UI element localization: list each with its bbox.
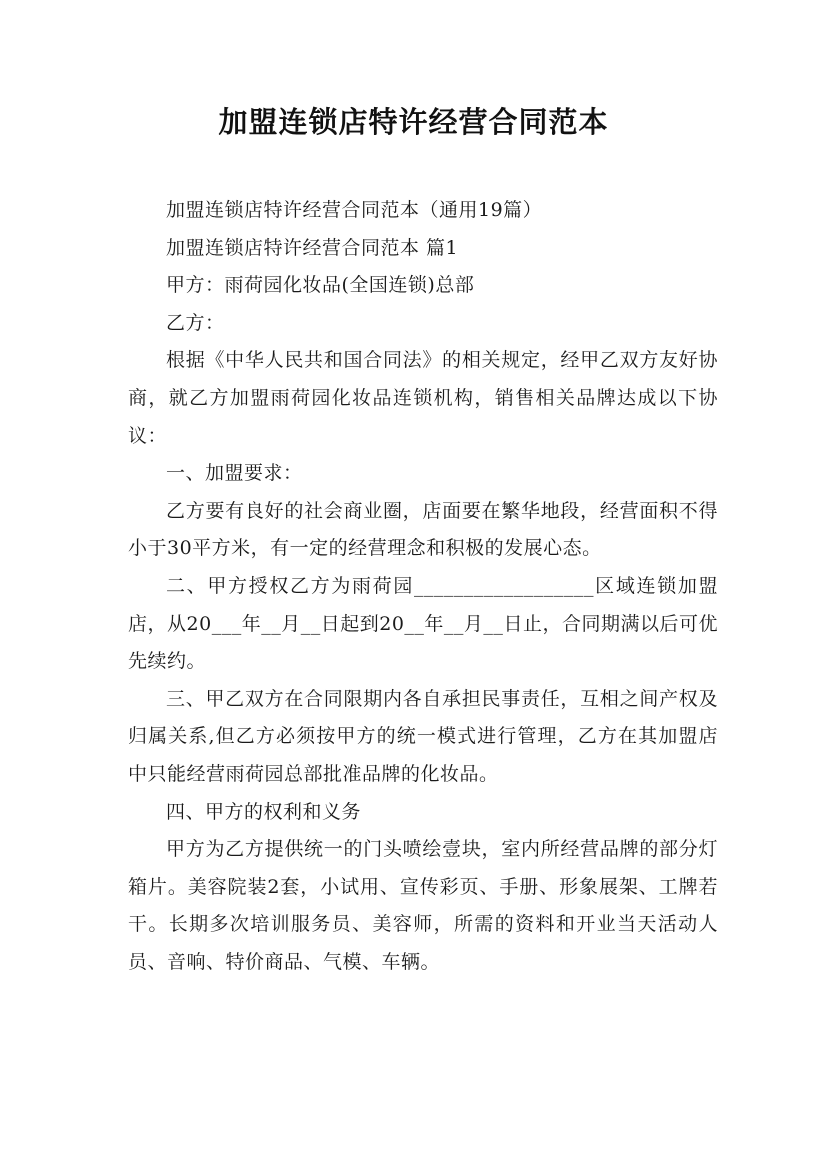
clause-2-paragraph: 二、甲方授权乙方为雨荷园__________________区域连锁加盟店，从20___年__月__日起到20__年__月__日止，合同期满以后可优先续约。: [128, 574, 718, 673]
party-b-line: 乙方：: [166, 311, 225, 334]
document-title: 加盟连锁店特许经营合同范本: [218, 105, 609, 139]
subtitle-paragraph: 加盟连锁店特许经营合同范本（通用19篇）: [166, 199, 543, 221]
document-body: [128, 192, 718, 981]
preamble-paragraph: 根据《中华人民共和国合同法》的相关规定，经甲乙双方友好协商，就乙方加盟雨荷园化妆品连锁机构，销售相关品牌达成以下协议：: [128, 349, 718, 447]
party-a-line: 甲方：雨荷园化妆品(全国连锁)总部: [166, 274, 475, 297]
clause-heading-4: 四、甲方的权利和义务: [166, 800, 362, 823]
clause-4-paragraph: 甲方为乙方提供统一的门头喷绘壹块，室内所经营品牌的部分灯箱片。美容院装2套，小试用、宣传彩页、手册、形象展架、工牌若干。长期多次培训服务员、美容师，所需的资料和开业当天活动人员、音响、特价商品、气模、车辆。: [128, 838, 718, 973]
section-heading: 加盟连锁店特许经营合同范本 篇1: [166, 236, 459, 259]
clause-heading-1: 一、加盟要求：: [166, 462, 303, 485]
clause-1-paragraph: 乙方要有良好的社会商业圈，店面要在繁华地段，经营面积不得小于30平方米，有一定的经营理念和积极的发展心态。: [128, 499, 718, 560]
clause-3-paragraph: 三、甲乙双方在合同限期内各自承担民事责任，互相之间产权及归属关系,但乙方必须按甲方的统一模式进行管理，乙方在其加盟店中只能经营雨荷园总部批准品牌的化妆品。: [128, 687, 718, 785]
